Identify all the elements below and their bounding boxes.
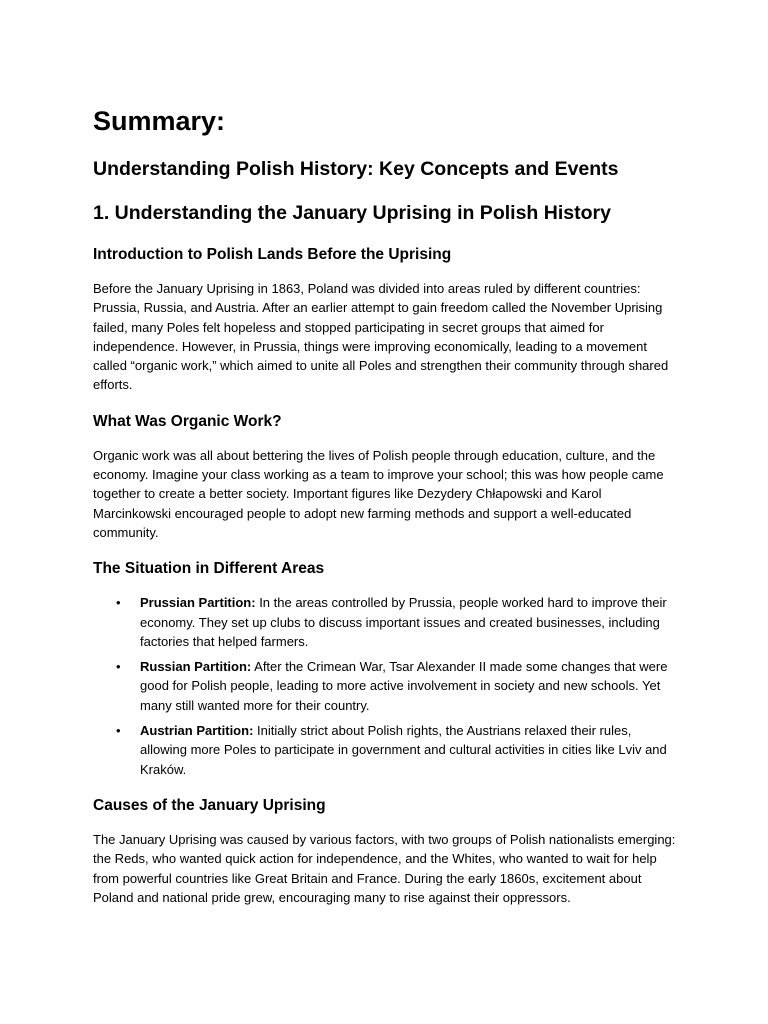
- intro-heading: Introduction to Polish Lands Before the Uprising: [93, 246, 452, 263]
- document-title: Summary:: [93, 106, 226, 136]
- list-item: [93, 721, 676, 779]
- section-heading: 1. Understanding the January Uprising in Polish History: [93, 202, 611, 224]
- bullet-icon: •: [116, 723, 121, 739]
- bullet-icon: •: [116, 595, 121, 611]
- intro-paragraph: Before the January Uprising in 1863, Poland was divided into areas ruled by different countries: Prussia, Russia, and Austria. After an earlier attempt to gain freedom called the November Uprising failed, many Poles felt hopeless and stopped participating in secret groups that aimed for independence. However, in Prussia, things were improving economically, leading to a movement called “organic work,” which aimed to unite all Poles and strengthen their community through shared efforts.: [93, 281, 669, 393]
- list-item: [93, 593, 676, 651]
- list-item: [93, 657, 676, 715]
- causes-paragraph: The January Uprising was caused by various factors, with two groups of Polish nationalists emerging: the Reds, who wanted quick action for independence, and the Whites, who wanted to wait for help from powerful countries like Great Britain and France. During the early 1860s, excitement about Poland and national pride grew, encouraging many to rise against their oppressors.: [93, 831, 676, 905]
- organic-work-paragraph: Organic work was all about bettering the lives of Polish people through education, culture, and the economy. Imagine your class working as a team to improve your school; this was how people came together to create a better society. Important figures like Dezydery Chłapowski and Karol Marcinkowski encouraged people to adopt new farming methods and support a well-educated community.: [93, 447, 664, 540]
- causes-heading: Causes of the January Uprising: [93, 796, 326, 814]
- list-item-term: Prussian Partition:: [140, 595, 256, 611]
- bullet-icon: •: [116, 659, 121, 675]
- list-item-text: Initially strict about Polish rights, the Austrians relaxed their rules, allowing more Poles to participate in government and cultural activities in cities like Lviv and Kraków.: [140, 723, 667, 777]
- document-subtitle: Understanding Polish History: Key Concepts and Events: [93, 158, 619, 180]
- situation-heading: The Situation in Different Areas: [93, 560, 325, 578]
- list-item-text: In the areas controlled by Prussia, people worked hard to improve their economy. They set up clubs to discuss important issues and created businesses, including factories that helped farmers.: [140, 595, 667, 649]
- organic-work-heading: What Was Organic Work?: [93, 412, 282, 430]
- list-item-term: Russian Partition:: [140, 659, 252, 675]
- list-item-term: Austrian Partition:: [140, 723, 254, 739]
- list-item-text: After the Crimean War, Tsar Alexander II made some changes that were good for Polish people, leading to more active involvement in society and new schools. Yet many still wanted more for their country.: [140, 659, 668, 713]
- partition-list: [93, 593, 676, 779]
